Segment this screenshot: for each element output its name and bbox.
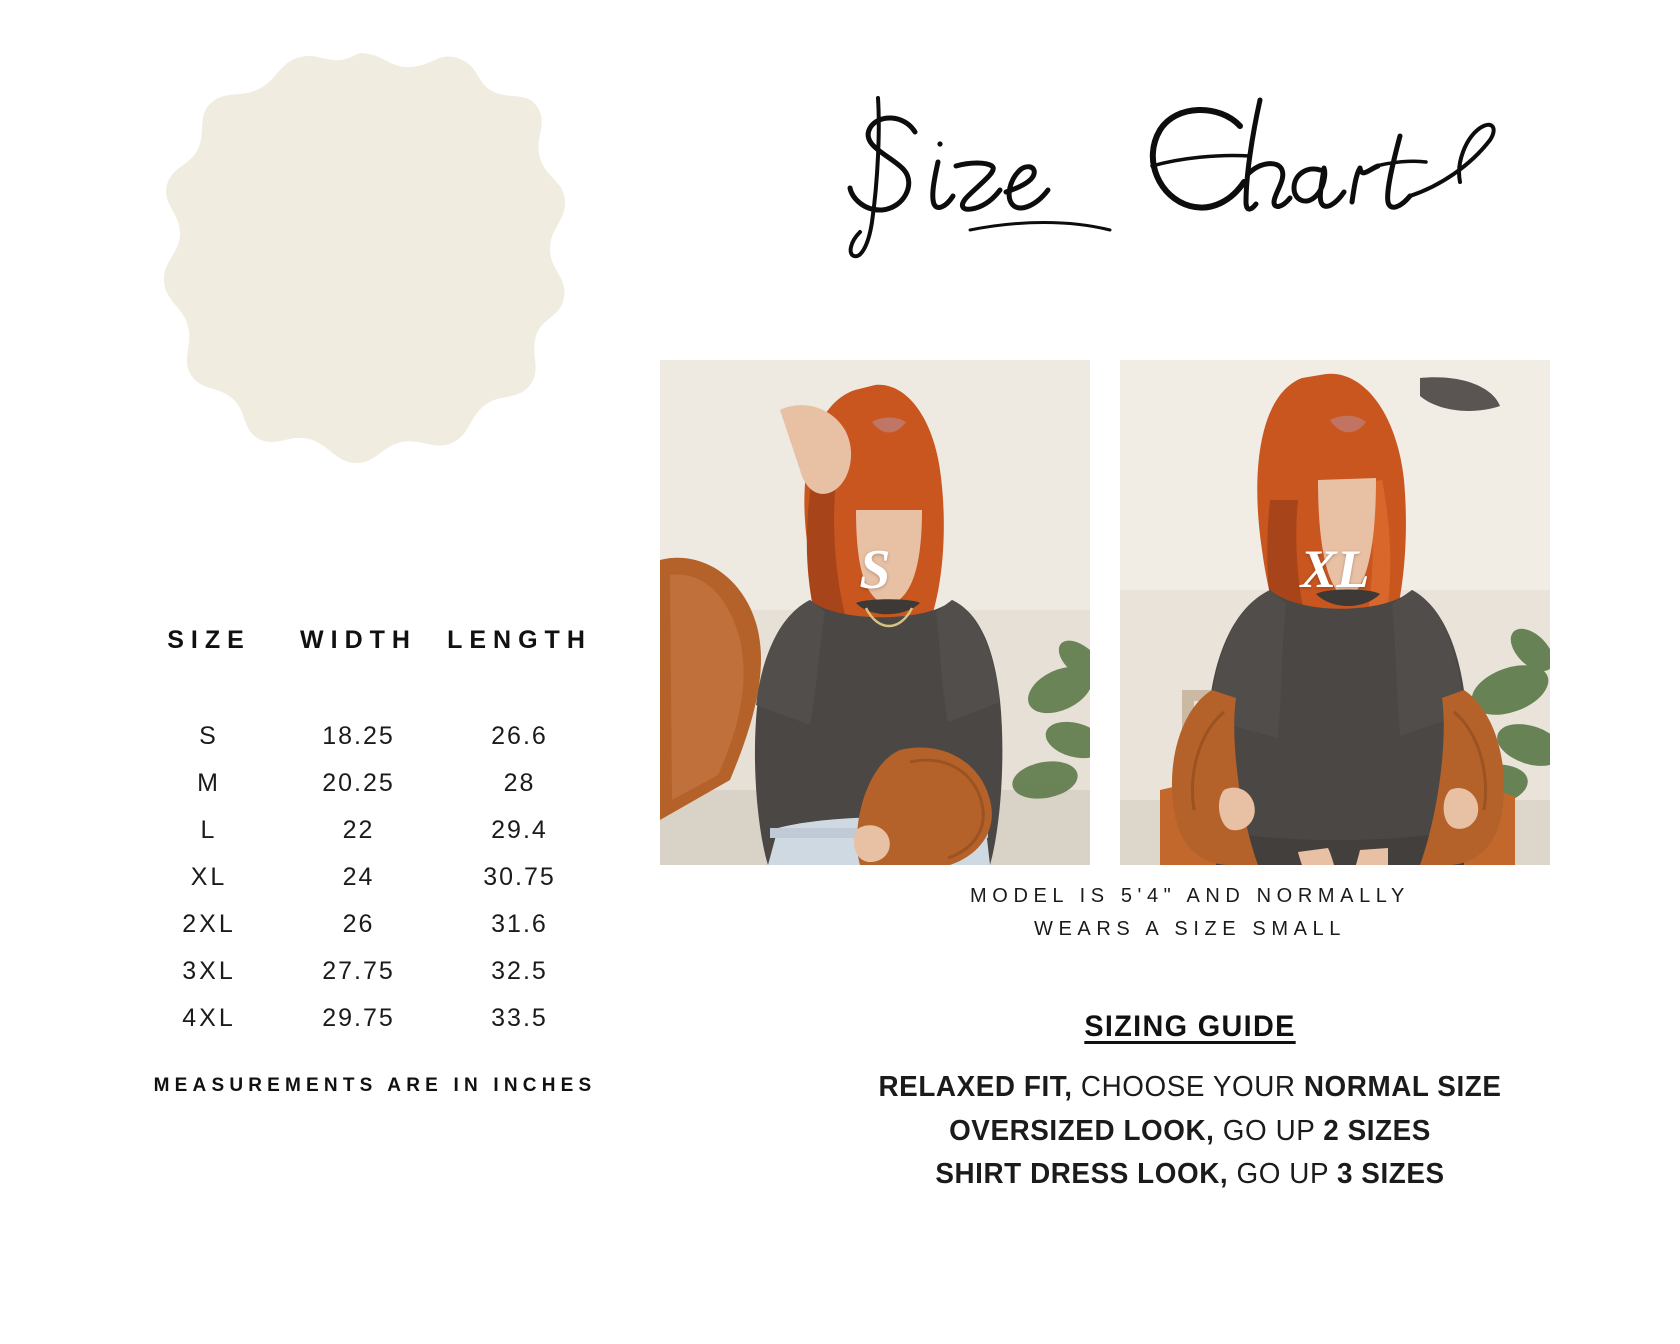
photo-size-s (660, 360, 1090, 865)
guide-bold-end: 3 SIZES (1336, 1158, 1445, 1190)
model-height-note (700, 880, 1680, 946)
cell-width: 18.25 (322, 722, 395, 750)
sizing-guide-line (720, 1153, 1661, 1197)
cell-length: 32.5 (491, 957, 548, 985)
guide-bold-end: NORMAL SIZE (1303, 1071, 1502, 1103)
cell-size: 2XL (182, 910, 236, 938)
cell-size: 4XL (182, 1004, 236, 1032)
sizing-guide-line (720, 1066, 1661, 1110)
guide-bold-start: OVERSIZED LOOK, (949, 1114, 1215, 1147)
right-column (700, 0, 1680, 1344)
cell-width: 26 (342, 910, 375, 938)
sizing-guide (700, 1010, 1680, 1197)
cell-length: 26.6 (491, 722, 548, 750)
cell-width: 24 (342, 863, 375, 891)
table-row (140, 760, 600, 807)
guide-middle: GO UP (1228, 1158, 1337, 1190)
header-width: WIDTH (300, 626, 417, 654)
header-length: LENGTH (447, 626, 592, 654)
table-row (140, 854, 600, 901)
cell-length: 29.4 (491, 816, 548, 844)
cell-width: 27.75 (322, 957, 395, 985)
model-note-line-1: MODEL IS 5'4" AND NORMALLY (970, 885, 1410, 907)
table-row (140, 995, 600, 1042)
table-row (140, 807, 600, 854)
cell-size: 3XL (182, 957, 236, 985)
cell-size: XL (190, 863, 228, 891)
cell-width: 22 (342, 816, 375, 844)
cell-length: 31.6 (491, 910, 548, 938)
cell-length: 28 (503, 769, 536, 797)
table-row (140, 713, 600, 760)
cell-size: L (200, 816, 218, 844)
cell-width: 20.25 (322, 769, 395, 797)
cell-length: 30.75 (483, 863, 556, 891)
page-title (820, 70, 1540, 270)
sizing-guide-line (720, 1110, 1661, 1154)
size-table-block (140, 625, 600, 1042)
decorative-blob-shape (140, 45, 580, 485)
measurements-note: MEASUREMENTS ARE IN INCHES (153, 1075, 597, 1096)
table-row (140, 901, 600, 948)
guide-bold-start: RELAXED FIT, (878, 1071, 1073, 1103)
table-header-row (140, 625, 600, 713)
sizing-guide-title: SIZING GUIDE (1084, 1010, 1296, 1043)
guide-bold-end: 2 SIZES (1323, 1114, 1431, 1147)
photo-shirt-size-label: S (859, 539, 891, 601)
cell-width: 29.75 (322, 1004, 395, 1032)
cell-size: S (199, 722, 219, 750)
left-column (0, 0, 700, 1344)
model-note-line-2: WEARS A SIZE SMALL (1034, 918, 1346, 940)
cell-size: M (197, 769, 221, 797)
table-row (140, 948, 600, 995)
photo-size-xl (1120, 360, 1550, 865)
guide-middle: GO UP (1214, 1114, 1324, 1147)
model-photos (660, 360, 1550, 865)
photo-shirt-size-label: XL (1300, 539, 1370, 599)
header-size: SIZE (167, 626, 251, 654)
cell-length: 33.5 (491, 1004, 548, 1032)
guide-middle: CHOOSE YOUR (1072, 1071, 1304, 1103)
guide-bold-start: SHIRT DRESS LOOK, (935, 1158, 1229, 1190)
size-chart-table (140, 625, 600, 1042)
